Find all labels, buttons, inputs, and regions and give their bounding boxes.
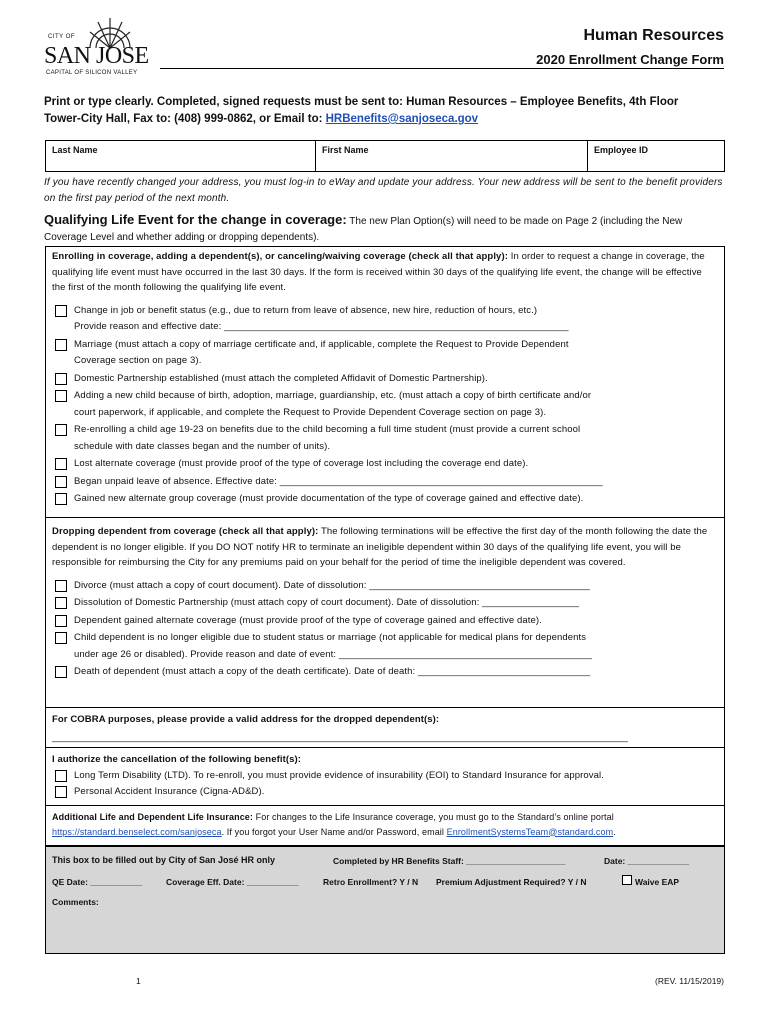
- dropping-event-option-text: Dependent gained alternate coverage (must provide proof of the type of coverage gained and effective date).: [74, 614, 542, 626]
- enrolling-event-checkbox[interactable]: [55, 458, 67, 470]
- dropping-event-checkbox[interactable]: [55, 666, 67, 678]
- dropping-event-checkbox[interactable]: [55, 615, 67, 627]
- instructions-line-2: Tower-City Hall, Fax to: (408) 999-0862, or Email to: HRBenefits@sanjoseca.gov: [44, 113, 479, 125]
- enrolling-event-option-text-cont: court paperwork, if applicable, and complete the Request to Provide Dependent Coverage section on page 3).: [74, 406, 547, 418]
- enrolling-event-checkbox[interactable]: [55, 493, 67, 505]
- life-insurance-text: Additional Life and Dependent Life Insurance: For changes to the Life Insurance coverage, you must go to the Standard’s online portal https://standard.benselect.com/sanjoseca. If you forgot your User Name and/or Password, email EnrollmentSystemsTeam@standard.com.: [52, 812, 616, 837]
- standard-portal-link[interactable]: https://standard.benselect.com/sanjoseca: [52, 826, 222, 837]
- completed-by-field[interactable]: Completed by HR Benefits Staff: _____________________: [333, 856, 566, 866]
- enrolling-event-option-text: Lost alternate coverage (must provide proof of the type of coverage lost including the coverage end date).: [74, 458, 529, 469]
- enrolling-event-option-text: Began unpaid leave of absence. Effective date: ____________________________________________________________: [74, 475, 603, 487]
- enrolling-event-option-text: Marriage (must attach a copy of marriage certificate and, if applicable, complete the Request to Provide Dependent: [74, 338, 569, 350]
- enrolling-intro: Enrolling in coverage, adding a dependent(s), or canceling/waiving coverage (check all that apply): In order to request a change in coverage, the qualifying life event must have occurred in the last 30 days. If the form is received within 30 days of the qualifying life event, the change will be effective the first of the month following the qualifying life event.: [52, 251, 705, 293]
- dropping-event-checkbox[interactable]: [55, 632, 67, 644]
- enrolling-event-checkbox[interactable]: [55, 373, 67, 385]
- enrolling-event-option-text: Domestic Partnership established (must attach the completed Affidavit of Domestic Partnership).: [74, 372, 488, 384]
- revision-date: (REV. 11/15/2019): [655, 976, 724, 986]
- enrolling-event-option-text-cont: schedule with date classes began and the number of units).: [74, 440, 331, 452]
- enrolling-event-option-text: Gained new alternate group coverage (must provide documentation of the type of coverage gained and effective date).: [74, 493, 584, 504]
- page-number: 1: [136, 976, 141, 986]
- dropping-event-option-text: Divorce (must attach a copy of court document). Date of dissolution: _________________________________________: [74, 579, 590, 591]
- dropping-intro: Dropping dependent from coverage (check all that apply): The following terminations will be effective the first day of the month following the date the dependent is no longer eligible. If you DO NOT notify HR to terminate an ineligible dependent within 30 days of the qualifying life event, you will be responsible for reimbursing the City for any premiums paid on your behalf for the period of time the ineligible dependent was covered.: [52, 526, 708, 568]
- retro-enrollment-field[interactable]: Retro Enrollment? Y / N: [323, 877, 419, 887]
- hr-email-link[interactable]: HRBenefits@sanjoseca.gov: [325, 113, 479, 125]
- header-rule: [160, 68, 724, 69]
- enrolling-event-option-text: Re-enrolling a child age 19-23 on benefits due to the child becoming a full time student (must provide a current school: [74, 424, 581, 435]
- enrolling-event-option: [46, 456, 724, 473]
- qle-section-heading: [44, 212, 728, 246]
- enrolling-event-option-text: Adding a new child because of birth, adoption, marriage, guardianship, etc. (must attach a copy of birth certificate and/or: [74, 390, 592, 401]
- enrolling-event-option-text: Change in job or benefit status (e.g., due to return from leave of absence, new hire, reduction of hours, etc.): [74, 304, 538, 316]
- dropping-event-option-text: Dissolution of Domestic Partnership (must attach copy of court document). Date of dissolution: __________________: [74, 597, 580, 608]
- enrollment-team-email-link[interactable]: EnrollmentSystemsTeam@standard.com: [446, 826, 614, 837]
- dropping-event-option-text: Child dependent is no longer eligible due to student status or marriage (not applicable for medical plans for dependents: [74, 632, 587, 643]
- dropping-event-option: [46, 613, 724, 630]
- cobra-section: [45, 707, 725, 747]
- enrolling-event-checkbox[interactable]: [55, 424, 67, 436]
- enrolling-event-option: [46, 491, 724, 508]
- enrolling-event-checkbox[interactable]: [55, 390, 67, 402]
- enrolling-event-option: [46, 303, 724, 336]
- office-date-field[interactable]: Date: _____________: [604, 856, 690, 866]
- qe-date-field[interactable]: QE Date: ___________: [52, 877, 143, 887]
- coverage-eff-date-field[interactable]: Coverage Eff. Date: ___________: [166, 877, 299, 887]
- employee-name-fields: [45, 140, 725, 172]
- cancel-ltd-option: Long Term Disability (LTD). To re-enroll, you must provide evidence of insurability (EOI) to Standard Insurance for approval.: [46, 768, 724, 785]
- cancellation-section: [45, 747, 725, 805]
- cancellation-heading: I authorize the cancellation of the following benefit(s):: [52, 754, 302, 765]
- city-logo: [44, 14, 152, 78]
- enrolling-event-option: [46, 422, 724, 455]
- cancel-ltd-checkbox[interactable]: [55, 770, 67, 782]
- instructions-line-1: Print or type clearly. Completed, signed requests must be sent to: Human Resources – Employee Benefits, 4th Floor: [44, 96, 679, 108]
- qle-text: The new Plan Option(s) will need to be made on Page 2 (including the New Coverage Level and whether adding or dropping dependents).: [44, 216, 683, 243]
- enrolling-event-checkbox[interactable]: [55, 339, 67, 351]
- dropping-event-option-text: Death of dependent (must attach a copy of the death certificate). Date of death: ________________________________: [74, 666, 591, 677]
- waive-eap-label: Waive EAP: [635, 877, 680, 887]
- enrolling-event-option: [46, 474, 724, 491]
- qle-title: Qualifying Life Event for the change in coverage:: [44, 212, 347, 227]
- dropping-event-option-text-cont: under age 26 or disabled). Provide reason and date of event: _______________________________________________: [74, 648, 592, 660]
- enrolling-event-option-text-cont: Coverage section on page 3).: [74, 355, 202, 366]
- enrolling-event-option-text-cont: Provide reason and effective date: ________________________________________________________________: [74, 321, 569, 332]
- first-name-field[interactable]: First Name: [316, 141, 588, 171]
- cancel-pai-checkbox[interactable]: [55, 786, 67, 798]
- submission-instructions: [44, 94, 728, 128]
- office-use-title: This box to be filled out by City of San José HR only: [52, 855, 276, 865]
- premium-adjustment-field[interactable]: Premium Adjustment Required? Y / N: [436, 877, 587, 887]
- dropping-event-checkbox[interactable]: [55, 597, 67, 609]
- last-name-field[interactable]: Last Name: [46, 141, 316, 171]
- dropping-event-checkbox[interactable]: [55, 580, 67, 592]
- waive-eap-checkbox[interactable]: [622, 875, 632, 885]
- employee-id-field[interactable]: Employee ID: [594, 145, 649, 155]
- hr-office-use-box: [45, 846, 725, 954]
- cobra-address-line[interactable]: ___________________________________________________________________________________________________________: [52, 731, 629, 743]
- form-title: 2020 Enrollment Change Form: [536, 52, 724, 67]
- dropping-section: [45, 517, 725, 707]
- comments-label: Comments:: [52, 897, 99, 907]
- dropping-event-option: [46, 578, 724, 595]
- dropping-event-option: [46, 595, 724, 612]
- enrolling-event-checkbox[interactable]: [55, 305, 67, 317]
- logo-city-name: SAN JOSE: [44, 43, 149, 69]
- page-title: Human Resources: [583, 27, 724, 44]
- cobra-heading: For COBRA purposes, please provide a valid address for the dropped dependent(s):: [52, 714, 440, 725]
- enrolling-event-option: [46, 388, 724, 421]
- dropping-event-option: [46, 630, 724, 663]
- address-change-note: If you have recently changed your address, you must log-in to eWay and update your address. Your new address will be sent to the benefit providers on the first pay period of the next month.: [44, 177, 723, 204]
- logo-city-of: CITY OF: [48, 34, 76, 40]
- life-insurance-section: [45, 805, 725, 846]
- enrolling-event-option: [46, 337, 724, 370]
- cancel-pai-option: Personal Accident Insurance (Cigna-AD&D).: [46, 784, 724, 801]
- enrolling-section: [45, 246, 725, 517]
- enrolling-event-option: [46, 371, 724, 388]
- enrolling-event-checkbox[interactable]: [55, 476, 67, 488]
- dropping-event-option: [46, 664, 724, 681]
- logo-tagline: CAPITAL OF SILICON VALLEY: [46, 70, 138, 76]
